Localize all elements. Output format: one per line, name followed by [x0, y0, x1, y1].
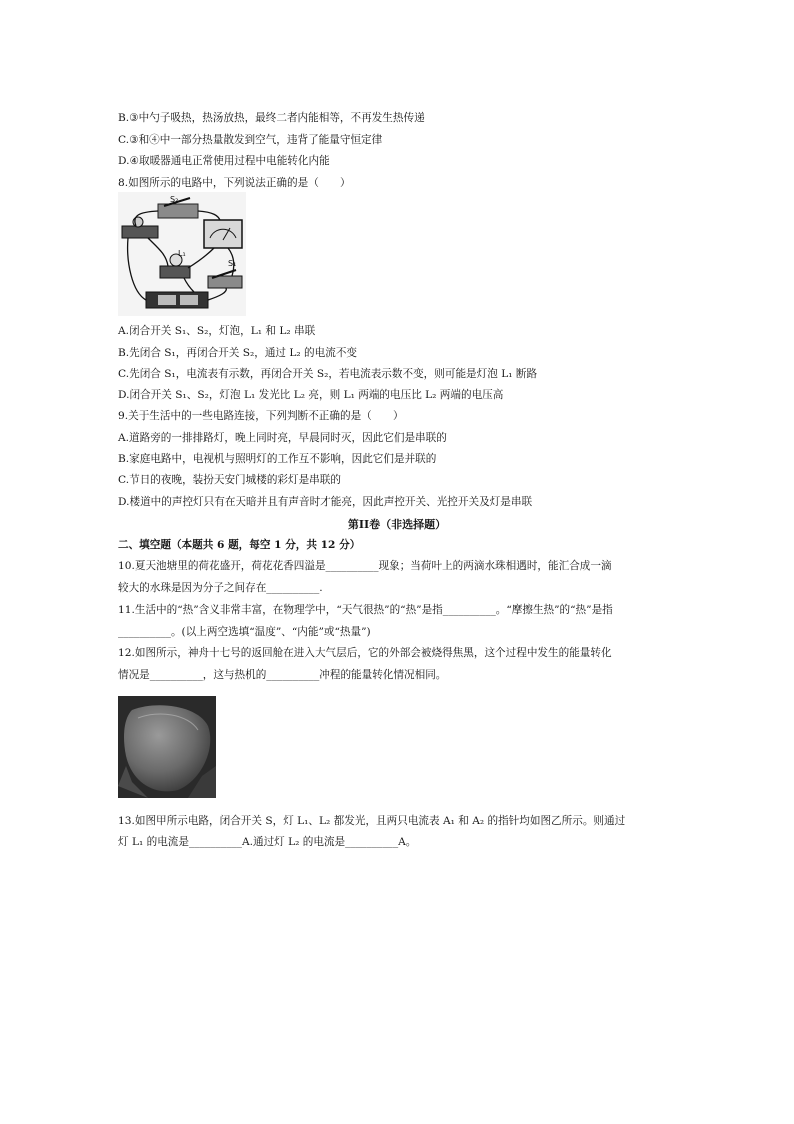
q7-option-d: D.④取暖器通电正常使用过程中电能转化内能	[118, 155, 330, 167]
section-title-fill-blank: 二、填空题（本题共 6 题，每空 1 分，共 12 分）	[118, 539, 361, 551]
q11-line2: __________。(以上两空选填“温度”、“内能”或“热量”)	[118, 626, 371, 638]
q8-option-b: B.先闭合 S₁，再闭合开关 S₂，通过 L₂ 的电流不变	[118, 347, 358, 359]
q9-option-c: C.节日的夜晚，装扮天安门城楼的彩灯是串联的	[118, 474, 341, 486]
q8-option-d: D.闭合开关 S₁、S₂，灯泡 L₁ 发光比 L₂ 亮，则 L₁ 两端的电压比 L₂ 两端的电压高	[118, 389, 504, 401]
q12-line2: 情况是__________，这与热机的__________冲程的能量转化情况相同。	[118, 669, 447, 681]
q8-stem: 8.如图所示的电路中，下列说法正确的是（ ）	[118, 177, 351, 189]
label-s2: S₂	[170, 195, 179, 204]
circuit-photo-figure	[118, 192, 246, 316]
label-l1: L₁	[178, 249, 186, 258]
q13-line2: 灯 L₁ 的电流是__________A.通过灯 L₂ 的电流是__________A。	[118, 836, 417, 848]
return-capsule-photo	[118, 696, 216, 798]
q10-line1: 10.夏天池塘里的荷花盛开，荷花花香四溢是__________现象；当荷叶上的两滴水珠相遇时，能汇合成一滴	[118, 560, 612, 572]
q12-line1: 12.如图所示，神舟十七号的返回舱在进入大气层后，它的外部会被烧得焦黑，这个过程中发生的能量转化	[118, 647, 612, 659]
label-s1: S₁	[228, 259, 237, 268]
q9-option-a: A.道路旁的一排排路灯，晚上同时亮，早晨同时灭，因此它们是串联的	[118, 432, 447, 444]
q10-line2: 较大的水珠是因为分子之间存在__________.	[118, 582, 323, 594]
q11-line1: 11.生活中的“热”含义非常丰富，在物理学中，“天气很热”的“热”是指__________。“摩擦生热”的“热”是指	[118, 604, 613, 616]
q8-option-c: C.先闭合 S₁，电流表有示数，再闭合开关 S₂，若电流表示数不变，则可能是灯泡 L₁ 断路	[118, 368, 538, 380]
q9-stem: 9.关于生活中的一些电路连接，下列判断不正确的是（ ）	[118, 410, 404, 422]
q8-option-a: A.闭合开关 S₁、S₂，灯泡，L₁ 和 L₂ 串联	[118, 325, 316, 337]
q9-option-b: B.家庭电路中，电视机与照明灯的工作互不影响，因此它们是并联的	[118, 453, 437, 465]
part2-title: 第II卷（非选择题）	[347, 518, 447, 531]
q7-option-c: C.③和④中一部分热量散发到空气，违背了能量守恒定律	[118, 134, 383, 146]
q7-option-b: B.③中勺子吸热，热汤放热，最终二者内能相等，不再发生热传递	[118, 112, 425, 124]
q13-line1: 13.如图甲所示电路，闭合开关 S，灯 L₁、L₂ 都发光，且两只电流表 A₁ 和 A₂ 的指针均如图乙所示。则通过	[118, 815, 626, 827]
q9-option-d: D.楼道中的声控灯只有在天暗并且有声音时才能亮，因此声控开关、光控开关及灯是串联	[118, 496, 533, 508]
